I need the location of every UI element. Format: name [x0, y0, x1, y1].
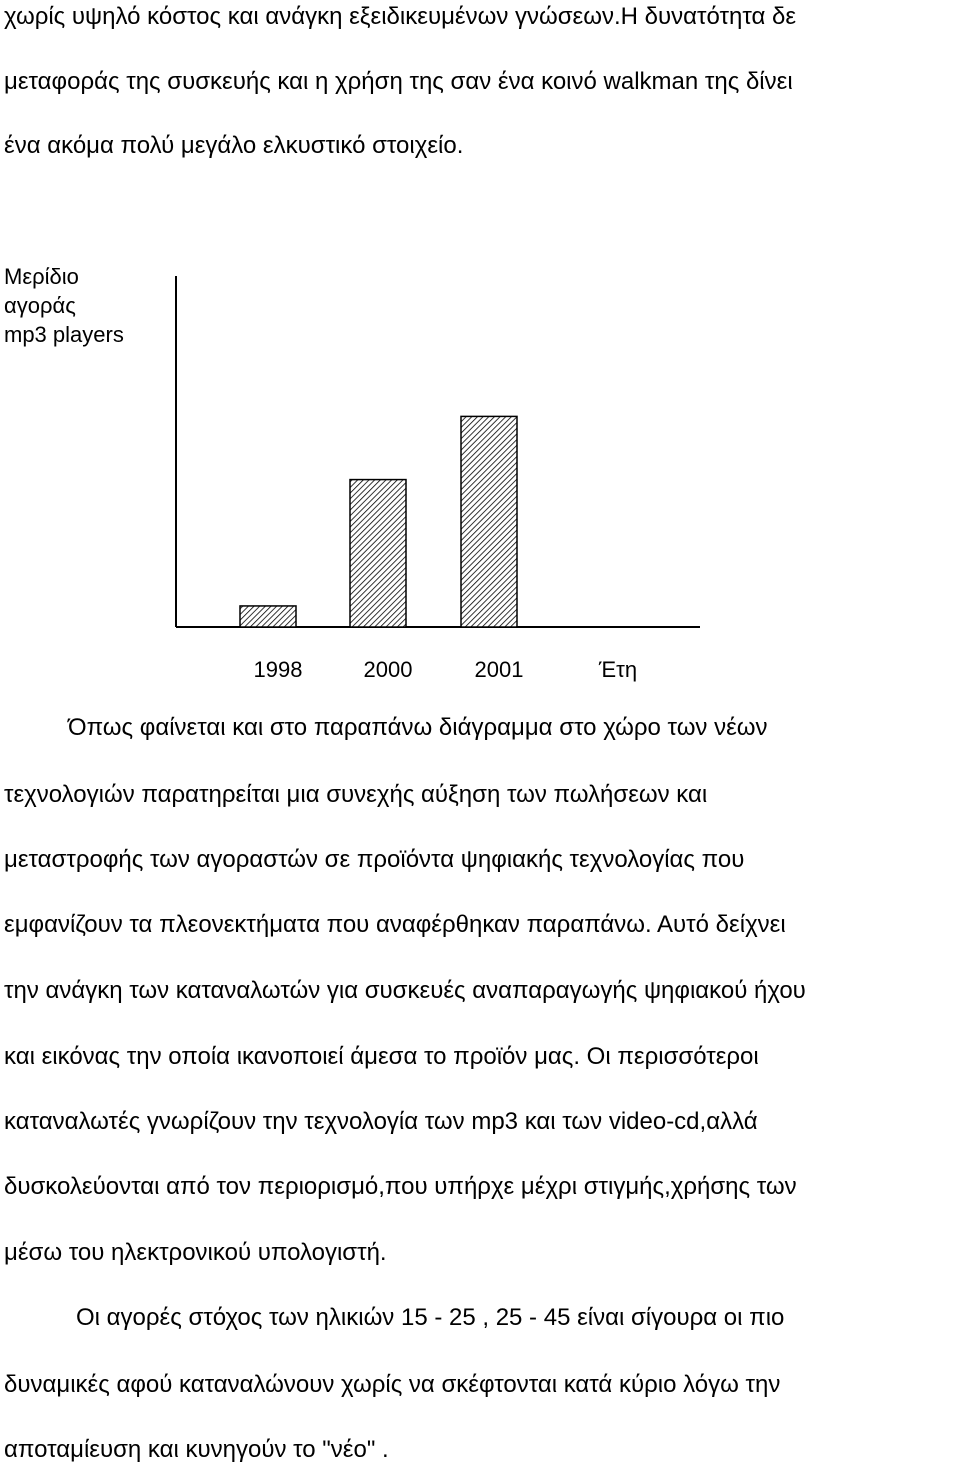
- text-line: δυσκολεύονται από τον περιορισμό,που υπήρχε μέχρι στιγμής,χρήσης των: [4, 1173, 797, 1200]
- text-line: μεταστροφής των αγοραστών σε προϊόντα ψηφιακής τεχνολογίας που: [4, 846, 745, 873]
- x-tick-label: 2001: [474, 657, 524, 682]
- text-line: την ανάγκη των καταναλωτών για συσκευές αναπαραγωγής ψηφιακού ήχου: [4, 977, 806, 1004]
- text-line: και εικόνας την οποία ικανοποιεί άμεσα το προϊόν μας. Οι περισσότεροι: [4, 1043, 759, 1070]
- text-line: αποταμίευση και κυνηγούν το "νέο" .: [4, 1436, 389, 1463]
- text-line: μέσω του ηλεκτρονικού υπολογιστή.: [4, 1239, 387, 1266]
- text-line: τεχνολογιών παρατηρείται μια συνεχής αύξηση των πωλήσεων και: [4, 781, 708, 808]
- bar-2001: [461, 416, 517, 627]
- bar-2000: [350, 480, 406, 627]
- x-tick-label: 1998: [253, 657, 303, 682]
- text-line: καταναλωτές γνωρίζουν την τεχνολογία των mp3 και των video-cd,αλλά: [4, 1108, 758, 1135]
- text-line: Οι αγορές στόχος των ηλικιών 15 - 25 , 25 - 45 είναι σίγουρα οι πιο: [76, 1304, 785, 1331]
- bar-chart: [0, 260, 960, 690]
- bar-1998: [240, 606, 296, 627]
- text-line: Όπως φαίνεται και στο παραπάνω διάγραμμα στο χώρο των νέων: [68, 714, 768, 741]
- text-line: εμφανίζουν τα πλεονεκτήματα που αναφέρθηκαν παραπάνω. Αυτό δείχνει: [4, 911, 786, 938]
- text-line: μεταφοράς της συσκευής και η χρήση της σαν ένα κοινό walkman της δίνει: [4, 68, 793, 95]
- chart-ylabel: Μερίδιο αγοράς mp3 players: [4, 264, 124, 347]
- x-tick-label: 2000: [363, 657, 413, 682]
- text-line: χωρίς υψηλό κόστος και ανάγκη εξειδικευμένων γνώσεων.Η δυνατότητα δε: [4, 3, 797, 30]
- chart-xlabel: Έτη: [598, 657, 638, 682]
- text-line: ένα ακόμα πολύ μεγάλο ελκυστικό στοιχείο.: [4, 132, 464, 159]
- text-line: δυναμικές αφού καταναλώνουν χωρίς να σκέφτονται κατά κύριο λόγω την: [4, 1371, 781, 1398]
